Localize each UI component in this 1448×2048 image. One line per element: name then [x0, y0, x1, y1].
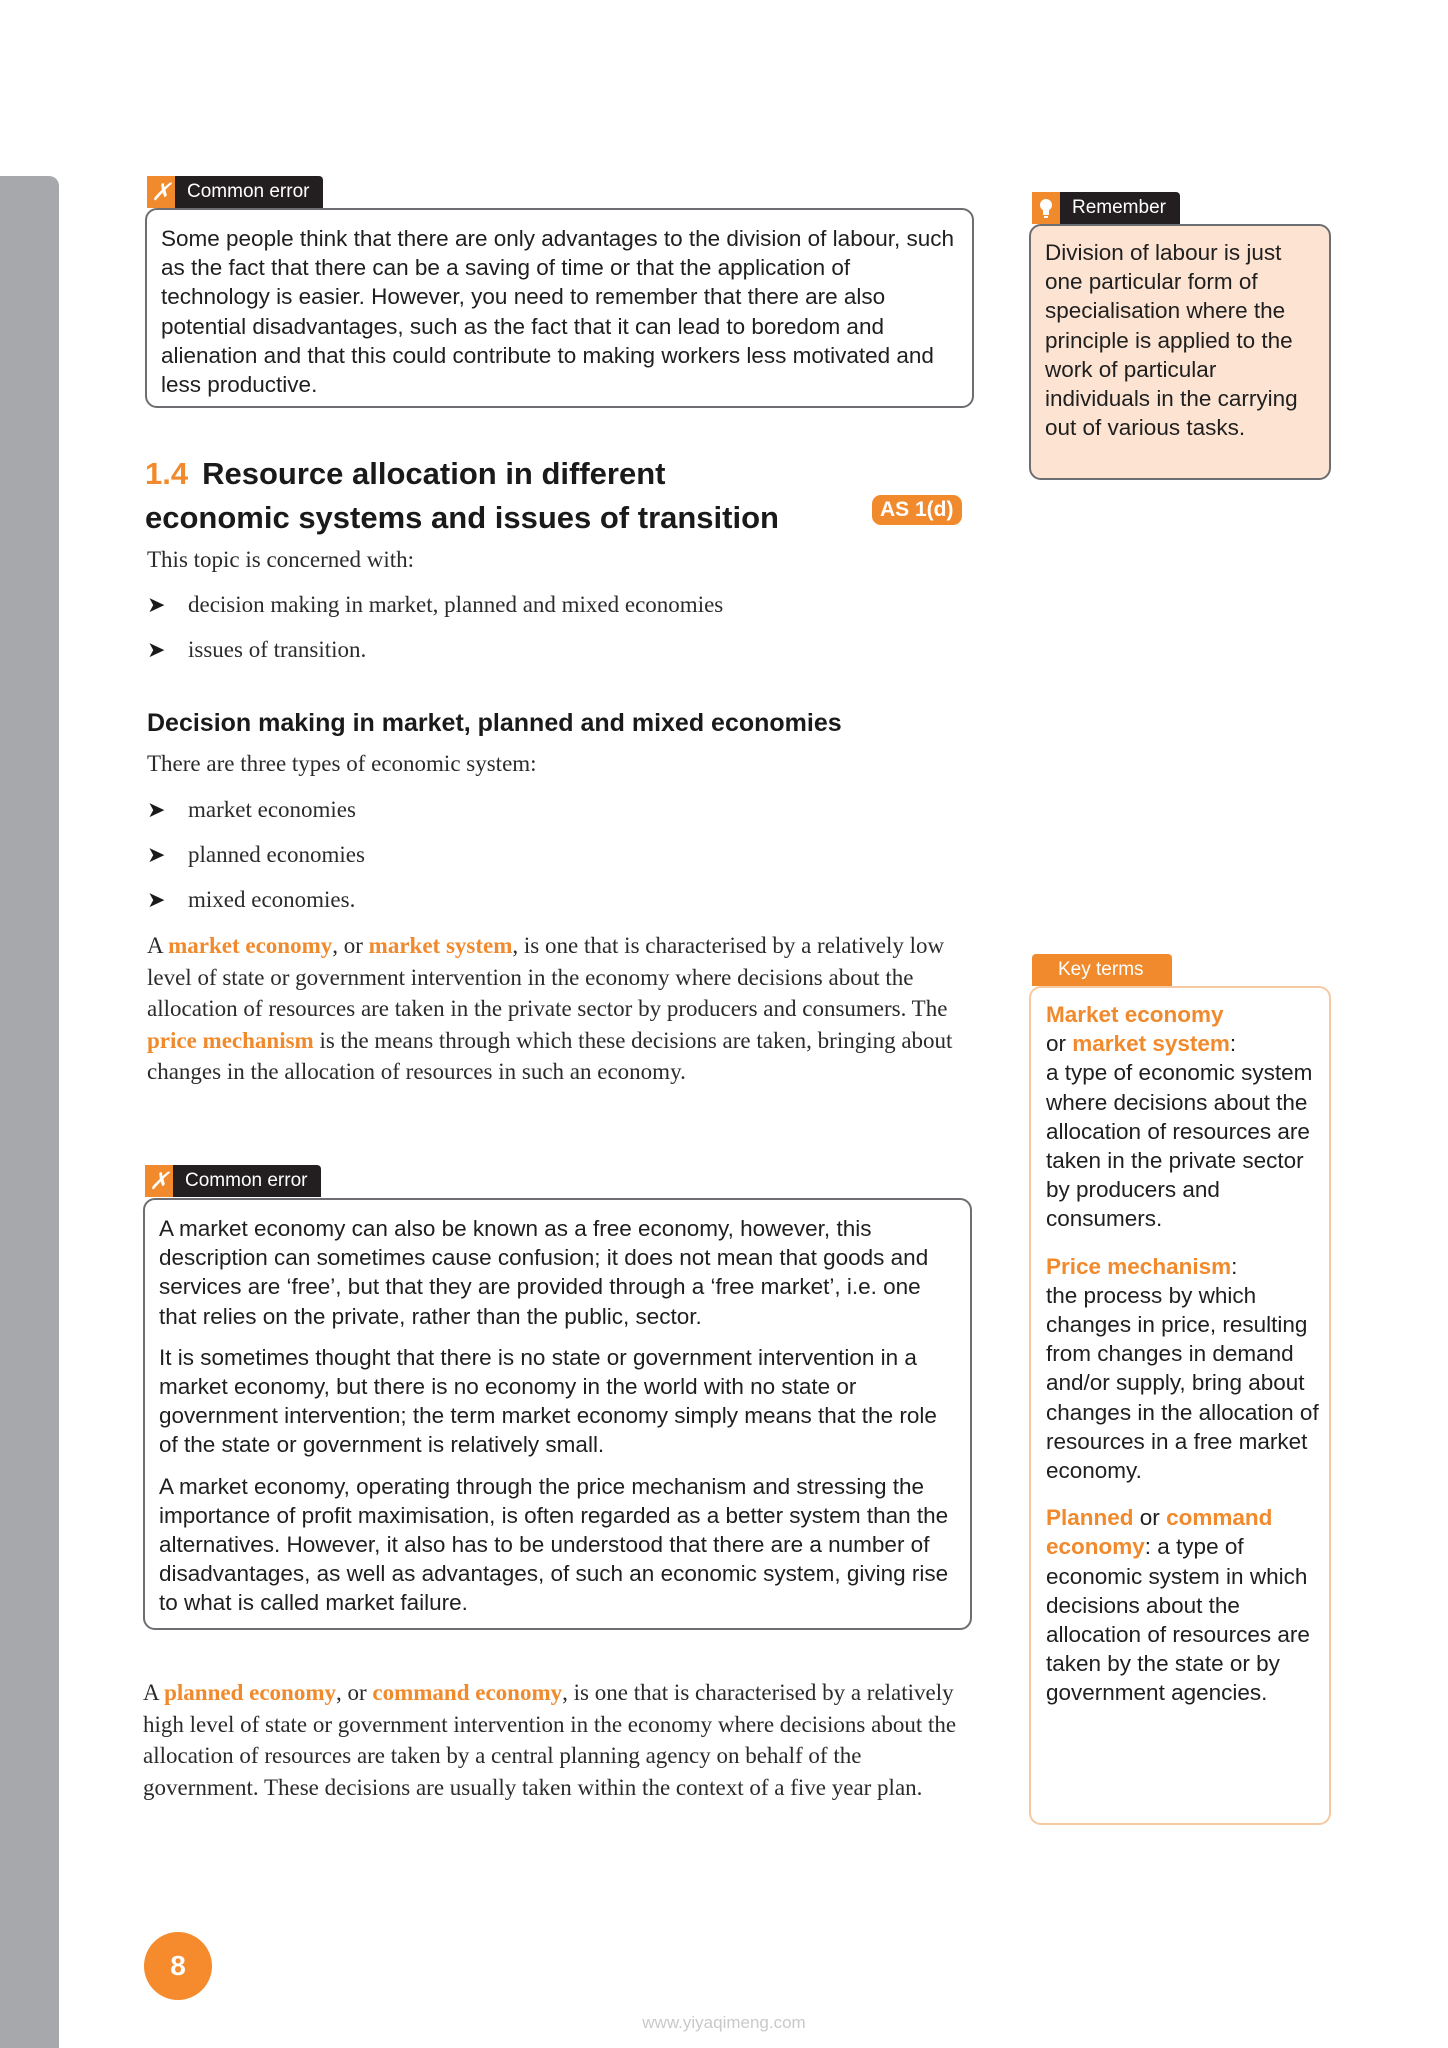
key-terms-tag [1032, 954, 1172, 986]
common-error-text: Some people think that there are only advantages to the division of labour, such as the fact that there can be a saving of time or that the application of technology is easier. However, you need to remember that there are also potential disadvantages, such as the fact that it can lead to boredom and alienation and that this could contribute to making workers less motivated and less productive. [161, 226, 955, 398]
page-side-bar [0, 176, 59, 2048]
subsection-intro: There are three types of economic system: [147, 751, 537, 776]
remember-box [1029, 224, 1331, 480]
list-item: ➤ mixed economies. [147, 886, 356, 912]
lightbulb-icon [1032, 192, 1060, 224]
subsection-heading: Decision making in market, planned and mixed economies [147, 709, 842, 737]
list-item: ➤ planned economies [147, 841, 365, 867]
common-error-box [145, 208, 974, 408]
section-number: 1.4 [145, 456, 189, 491]
list-item: ➤ decision making in market, planned and mixed economies [147, 591, 724, 617]
key-terms-box [1029, 986, 1331, 1825]
arrow-bullet-icon: ➤ [147, 796, 166, 822]
term-market-system: market system [368, 933, 513, 958]
section-title-line1: Resource allocation in different [202, 456, 666, 491]
planned-economy-paragraph: A planned economy, or command economy, is one that is characterised by a relatively high level of state or government intervention in the economy where decisions about the allocation of resources are taken by a central planning agency on behalf of the government. These decisions are usually taken within the context of a five year plan. [143, 1680, 957, 1800]
common-error-tag [147, 176, 323, 208]
common-error-tag [145, 1165, 321, 1197]
page-number: 8 [144, 1932, 212, 2000]
list-item: ➤ issues of transition. [147, 636, 367, 662]
term-price-mechanism: price mechanism [147, 1027, 314, 1053]
term-command-economy: command economy [372, 1680, 563, 1705]
remember-label: Remember [1060, 192, 1180, 224]
common-error-label: Common error [173, 1165, 321, 1197]
market-economy-paragraph: A market economy, or market system, is one that is characterised by a relatively low level of state or government intervention in the economy where decisions about the allocation of resources are taken in the private sector by producers and consumers. The price mechanism is the means through which these decisions are taken, bringing about changes in the allocation of resources in such an economy. [147, 933, 953, 1084]
topic-intro: This topic is concerned with: [147, 547, 414, 572]
syllabus-badge: AS 1(d) [872, 495, 962, 525]
remember-tag [1032, 192, 1180, 224]
common-error-paragraph: A market economy can also be known as a free economy, however, this description can sometimes cause confusion; it does not mean that goods and services are ‘free’, but that they are provided through a ‘free market’, i.e. one that relies on the private, rather than the public, sector. [159, 1216, 929, 1329]
economy-types-list [147, 787, 365, 922]
arrow-bullet-icon: ➤ [147, 841, 166, 867]
key-terms-label: Key terms [1032, 954, 1172, 986]
watermark: www.yiyaqimeng.com [642, 2013, 806, 2032]
term-planned-economy: planned economy [164, 1680, 336, 1705]
common-error-box [143, 1198, 972, 1630]
x-mark-icon: ✗ [145, 1165, 173, 1197]
section-heading [145, 452, 779, 540]
term-market-economy: market economy [168, 933, 333, 958]
key-term-market-economy: Market economy or market system: a type of economic system where decisions about the allocation of resources are taken in the private sector by producers and consumers. [1046, 1002, 1313, 1232]
section-title-line2: economic systems and issues of transition [145, 500, 779, 535]
key-term-planned-economy: Planned or command economy: a type of economic system in which decisions about the allocation of resources are taken by the state or by government agencies. [1046, 1505, 1310, 1706]
common-error-label: Common error [175, 176, 323, 208]
remember-text: Division of labour is just one particular form of specialisation where the principle is applied to the work of particular individuals in the carrying out of various tasks. [1045, 240, 1298, 441]
arrow-bullet-icon: ➤ [147, 636, 166, 662]
arrow-bullet-icon: ➤ [147, 886, 166, 912]
topic-bullet-list [147, 582, 723, 672]
common-error-paragraph: It is sometimes thought that there is no state or government intervention in a market economy, but there is no economy in the world with no state or government intervention; the term market economy simply means that the role of the state or government is relatively small. [159, 1344, 937, 1458]
common-error-paragraph: A market economy, operating through the price mechanism and stressing the importance of profit maximisation, is often regarded as a better system than the alternatives. However, it also has to be understood that there are a number of disadvantages, as well as advantages, of such an economic system, giving rise to what is called market failure. [159, 1473, 949, 1616]
list-item: ➤ market economies [147, 796, 356, 822]
x-mark-icon: ✗ [147, 176, 175, 208]
arrow-bullet-icon: ➤ [147, 591, 166, 617]
key-term-price-mechanism: Price mechanism: the process by which changes in price, resulting from changes in demand and/or supply, bring about changes in the allocation of resources in a free market economy. [1046, 1253, 1319, 1484]
